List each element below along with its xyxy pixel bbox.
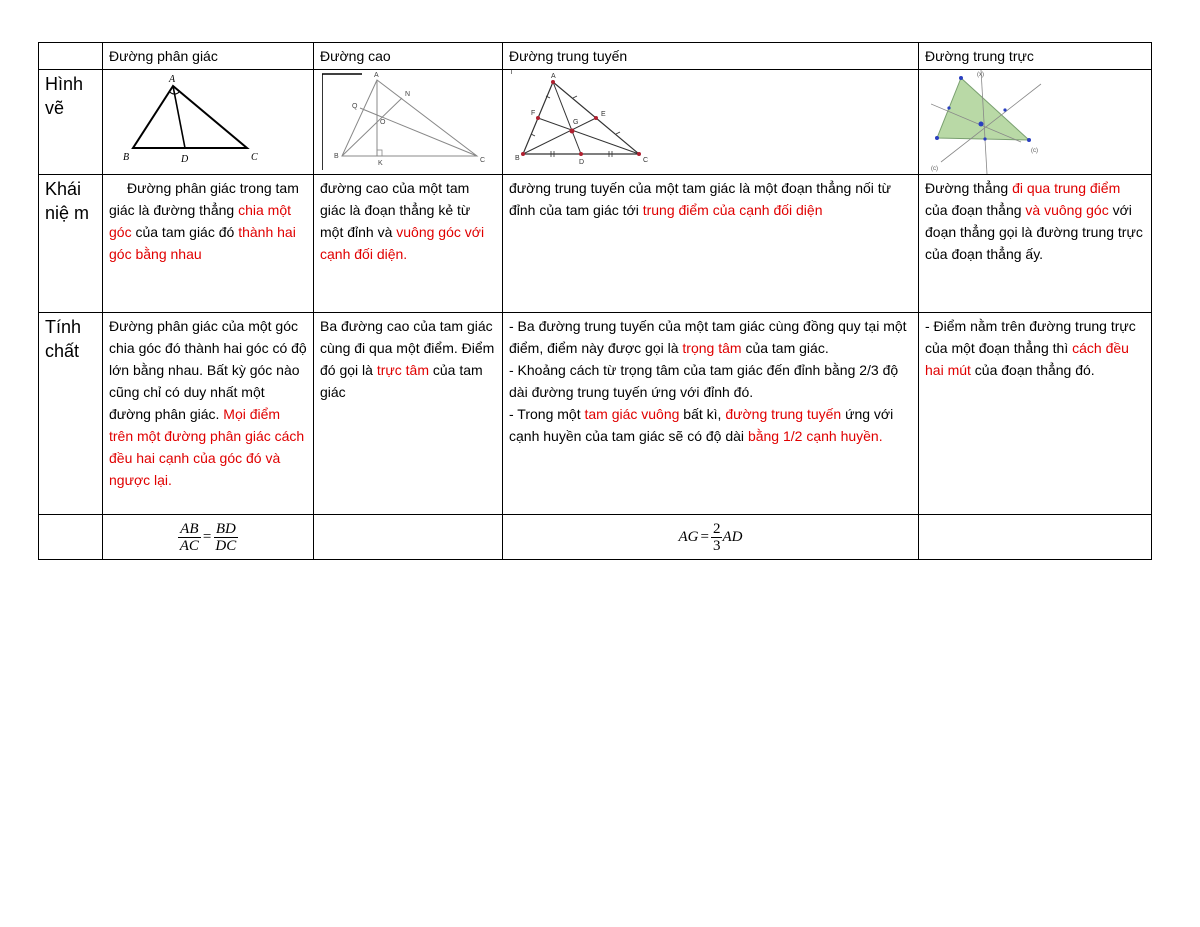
text: - Ba đường trung tuyến của một tam giác cùng đồng quy tại một điểm, điểm này được gọi là xyxy=(509,318,907,356)
label-left: (c) xyxy=(931,166,938,172)
header-trung-tuyen: Đường trung tuyến xyxy=(503,43,919,70)
figure-bisector xyxy=(115,70,265,170)
label-D: D xyxy=(181,154,189,165)
text: Ba đường cao của tam giác cùng đi qua một điểm. Điểm đó gọi là xyxy=(320,318,495,378)
formula-trung-truc-empty xyxy=(919,515,1152,560)
highlight: đường trung tuyến xyxy=(725,406,842,422)
row-formula xyxy=(39,515,1152,560)
label-F: F xyxy=(531,110,536,117)
formula-empty xyxy=(39,515,103,560)
text: của đoạn thẳng xyxy=(925,202,1026,218)
tinh-chat-cao xyxy=(314,313,503,515)
label-O: O xyxy=(380,119,386,126)
line-1 xyxy=(509,315,912,359)
text: - Trong một xyxy=(509,406,585,422)
figure-bisector-perp-cell xyxy=(919,70,1152,175)
frac-num: AB xyxy=(180,520,199,537)
highlight: thành hai góc bằng nhau xyxy=(109,224,296,262)
summary-table xyxy=(38,42,1152,560)
row-label-khai-niem: Khái niệ m xyxy=(39,175,103,313)
label-G: G xyxy=(573,119,579,126)
label-A: A xyxy=(169,74,176,85)
khai-niem-trung-tuyen xyxy=(503,175,919,313)
khai-niem-phan-giac xyxy=(103,175,314,313)
highlight: cách đều hai mút xyxy=(925,340,1129,378)
text: - Điểm nằm trên đường trung trực của một đoạn thẳng thì xyxy=(925,318,1136,356)
lhs: AG xyxy=(678,529,699,545)
figure-median xyxy=(511,70,681,174)
figure-median-cell xyxy=(503,70,919,175)
text: đường cao của một tam giác là đoạn thẳng kẻ từ một đỉnh và xyxy=(320,180,471,240)
tinh-chat-trung-truc xyxy=(919,313,1152,515)
formula-phan-giac xyxy=(103,515,314,560)
line-2: - Khoảng cách từ trọng tâm của tam giác đến đỉnh bằng 2/3 độ dài đường trung tuyến ứng với đỉnh đó. xyxy=(509,362,899,400)
formula-cao-empty xyxy=(314,515,503,560)
frac-num: 2 xyxy=(712,520,721,537)
frac-den: 3 xyxy=(712,537,721,554)
label-A: A xyxy=(551,73,556,80)
formula-trung-tuyen xyxy=(503,515,919,560)
label-C: C xyxy=(251,152,258,163)
highlight: bằng 1/2 cạnh huyền. xyxy=(747,428,883,444)
label-A: A xyxy=(374,72,379,79)
frac-num: BD xyxy=(215,520,236,537)
frac-den: AC xyxy=(179,537,199,554)
label-C: C xyxy=(643,157,649,164)
text: ứng với cạnh huyền của tam giác sẽ có độ dài xyxy=(509,406,894,444)
header-trung-truc: Đường trung trực xyxy=(919,43,1152,70)
text: của tam giác đó xyxy=(131,224,239,240)
text: với đoạn thẳng gọi là đường trung trực của đoạn thẳng ấy. xyxy=(925,202,1143,262)
row-khai-niem xyxy=(39,175,1152,313)
highlight: trực tâm xyxy=(376,362,429,378)
label-E: E xyxy=(601,111,606,118)
label-K: K xyxy=(378,160,383,167)
row-label-hinh-ve: Hình vẽ xyxy=(39,70,103,175)
row-tinh-chat xyxy=(39,313,1152,515)
label-B: B xyxy=(515,155,520,162)
label-right: (c) xyxy=(1031,148,1038,154)
highlight: tam giác vuông xyxy=(584,406,680,422)
text: Đường phân giác trong tam giác là đường thẳng xyxy=(109,180,299,218)
label-Q: Q xyxy=(352,103,358,110)
text: Đường phân giác của một góc chia góc đó thành hai góc có độ lớn bằng nhau. Bất kỳ góc nào cũng chỉ có duy nhất một đường phân giác. xyxy=(109,318,307,422)
label-N: N xyxy=(405,91,411,98)
text: đường trung tuyến của một tam giác là một đoạn thẳng nối từ đỉnh của tam giác tới xyxy=(509,180,892,218)
tinh-chat-trung-tuyen xyxy=(503,313,919,515)
equals-sign: = xyxy=(700,529,709,545)
figure-bisector-perp xyxy=(931,70,1051,174)
highlight: vuông góc với cạnh đối diện. xyxy=(320,224,485,262)
label-B: B xyxy=(334,153,339,160)
highlight: Mọi điểm trên một đường phân giác cách đều hai cạnh của góc đó và ngược lại. xyxy=(109,406,305,488)
row-hinh-ve xyxy=(39,70,1152,175)
highlight: trung điểm của cạnh đối diện xyxy=(642,202,823,218)
line-3 xyxy=(509,403,912,447)
figure-bisector-cell xyxy=(103,70,314,175)
highlight: đi qua trung điểm xyxy=(1012,180,1121,196)
tinh-chat-phan-giac xyxy=(103,313,314,515)
text: Đường thẳng xyxy=(925,180,1013,196)
label-B: B xyxy=(123,152,130,163)
khai-niem-cao xyxy=(314,175,503,313)
text: của tam giác. xyxy=(741,340,829,356)
highlight: và vuông góc xyxy=(1025,202,1109,218)
text: bất kì, xyxy=(679,406,726,422)
header-duong-cao: Đường cao xyxy=(314,43,503,70)
header-row xyxy=(39,43,1152,70)
row-label-tinh-chat: Tính chất xyxy=(39,313,103,515)
label-top: (x) xyxy=(977,72,984,78)
header-empty xyxy=(39,43,103,70)
figure-altitude xyxy=(322,70,490,174)
label-D: D xyxy=(579,159,585,166)
label-C: C xyxy=(480,157,486,164)
figure-altitude-cell xyxy=(314,70,503,175)
text: của tam giác xyxy=(320,362,483,400)
highlight: chia một góc xyxy=(109,202,292,240)
equals-sign: = xyxy=(202,529,212,545)
text: của đoạn thẳng đó. xyxy=(970,362,1095,378)
header-phan-giac: Đường phân giác xyxy=(103,43,314,70)
frac-den: DC xyxy=(215,537,237,554)
rhs: AD xyxy=(722,529,743,545)
khai-niem-trung-truc xyxy=(919,175,1152,313)
highlight: trọng tâm xyxy=(682,340,742,356)
